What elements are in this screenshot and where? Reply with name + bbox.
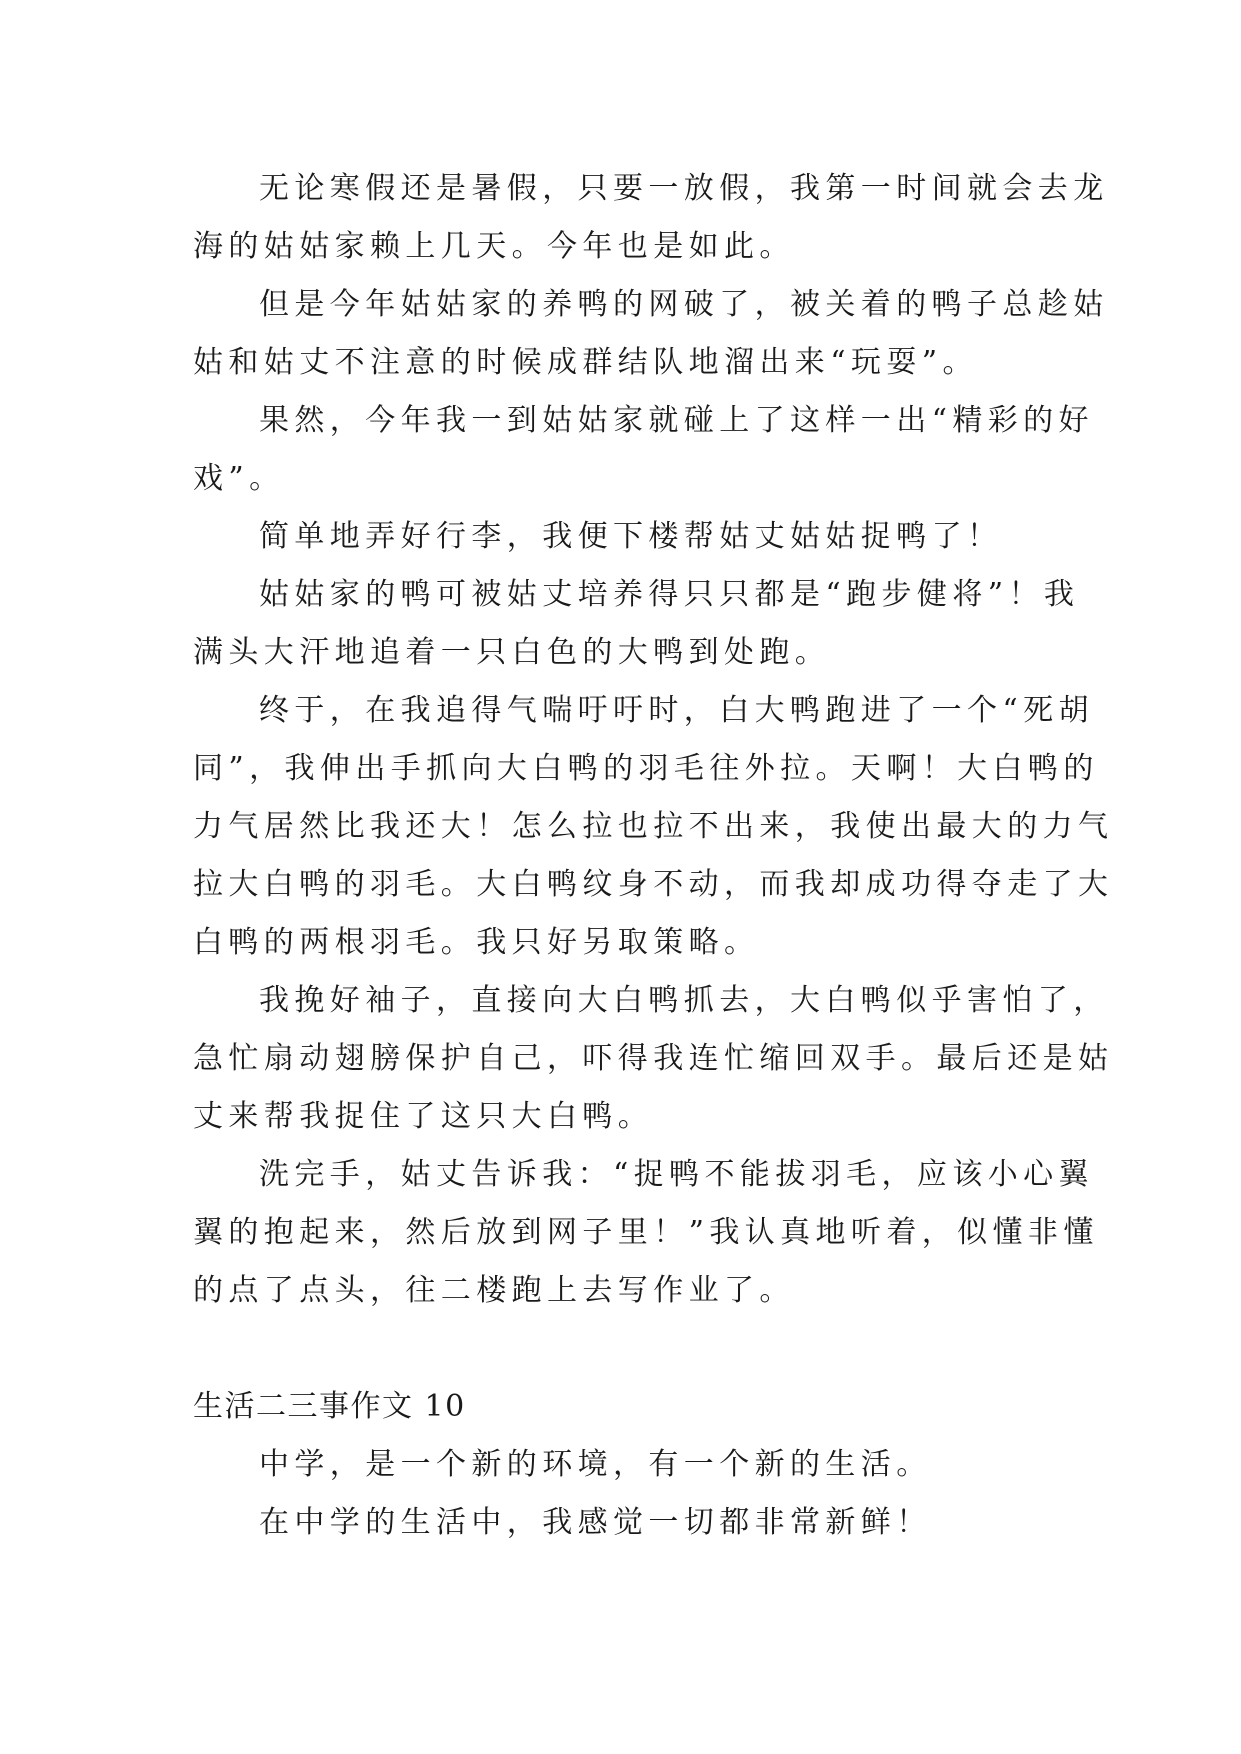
paragraph-4-line-1: 简单地弄好行李，我便下楼帮姑丈姑姑捉鸭了！ <box>259 519 1003 554</box>
section-gap <box>193 1320 1055 1378</box>
paragraph-6-line-1: 终于，在我追得气喘吁吁时，白大鸭跑进了一个“死胡 <box>259 693 1094 728</box>
paragraph-8-line-2: 翼的抱起来，然后放到网子里！”我认真地听着，似懂非懂 <box>193 1215 1099 1250</box>
paragraph-9-line-1: 中学，是一个新的环境，有一个新的生活。 <box>259 1447 932 1482</box>
paragraph-3-line-2: 戏”。 <box>193 461 285 496</box>
paragraph-5-line-1: 姑姑家的鸭可被姑丈培养得只只都是“跑步健将”！我 <box>259 577 1080 612</box>
essay-heading: 生活二三事作文 10 <box>193 1389 466 1424</box>
paragraph-6-line-2: 同”，我伸出手抓向大白鸭的羽毛往外拉。天啊！大白鸭的 <box>193 751 1099 786</box>
paragraph-1-line-2: 海的姑姑家赖上几天。今年也是如此。 <box>193 229 795 264</box>
paragraph-8-line-3: 的点了点头，往二楼跑上去写作业了。 <box>193 1273 795 1308</box>
paragraph-10-line-1: 在中学的生活中，我感觉一切都非常新鲜！ <box>259 1505 932 1540</box>
paragraph-2-line-2: 姑和姑丈不注意的时候成群结队地溜出来“玩耍”。 <box>193 345 978 380</box>
paragraph-5-line-2: 满头大汗地追着一只白色的大鸭到处跑。 <box>193 635 831 670</box>
paragraph-6-line-3: 力气居然比我还大！怎么拉也拉不出来，我使出最大的力气 <box>193 809 1114 844</box>
paragraph-7-line-3: 丈来帮我捉住了这只大白鸭。 <box>193 1099 654 1134</box>
document-page <box>193 160 1114 1552</box>
paragraph-8-line-1: 洗完手，姑丈告诉我：“捉鸭不能拔羽毛，应该小心翼 <box>259 1157 1094 1192</box>
paragraph-3-line-1: 果然，今年我一到姑姑家就碰上了这样一出“精彩的好 <box>259 403 1094 438</box>
paragraph-7-line-2: 急忙扇动翅膀保护自己，吓得我连忙缩回双手。最后还是姑 <box>193 1041 1114 1076</box>
paragraph-6-line-4: 拉大白鸭的羽毛。大白鸭纹身不动，而我却成功得夺走了大 <box>193 867 1114 902</box>
paragraph-6-line-5: 白鸭的两根羽毛。我只好另取策略。 <box>193 925 760 960</box>
paragraph-2-line-1: 但是今年姑姑家的养鸭的网破了，被关着的鸭子总趁姑 <box>259 287 1109 322</box>
paragraph-7-line-1: 我挽好袖子，直接向大白鸭抓去，大白鸭似乎害怕了， <box>259 983 1109 1018</box>
paragraph-1-line-1: 无论寒假还是暑假，只要一放假，我第一时间就会去龙 <box>259 171 1109 206</box>
